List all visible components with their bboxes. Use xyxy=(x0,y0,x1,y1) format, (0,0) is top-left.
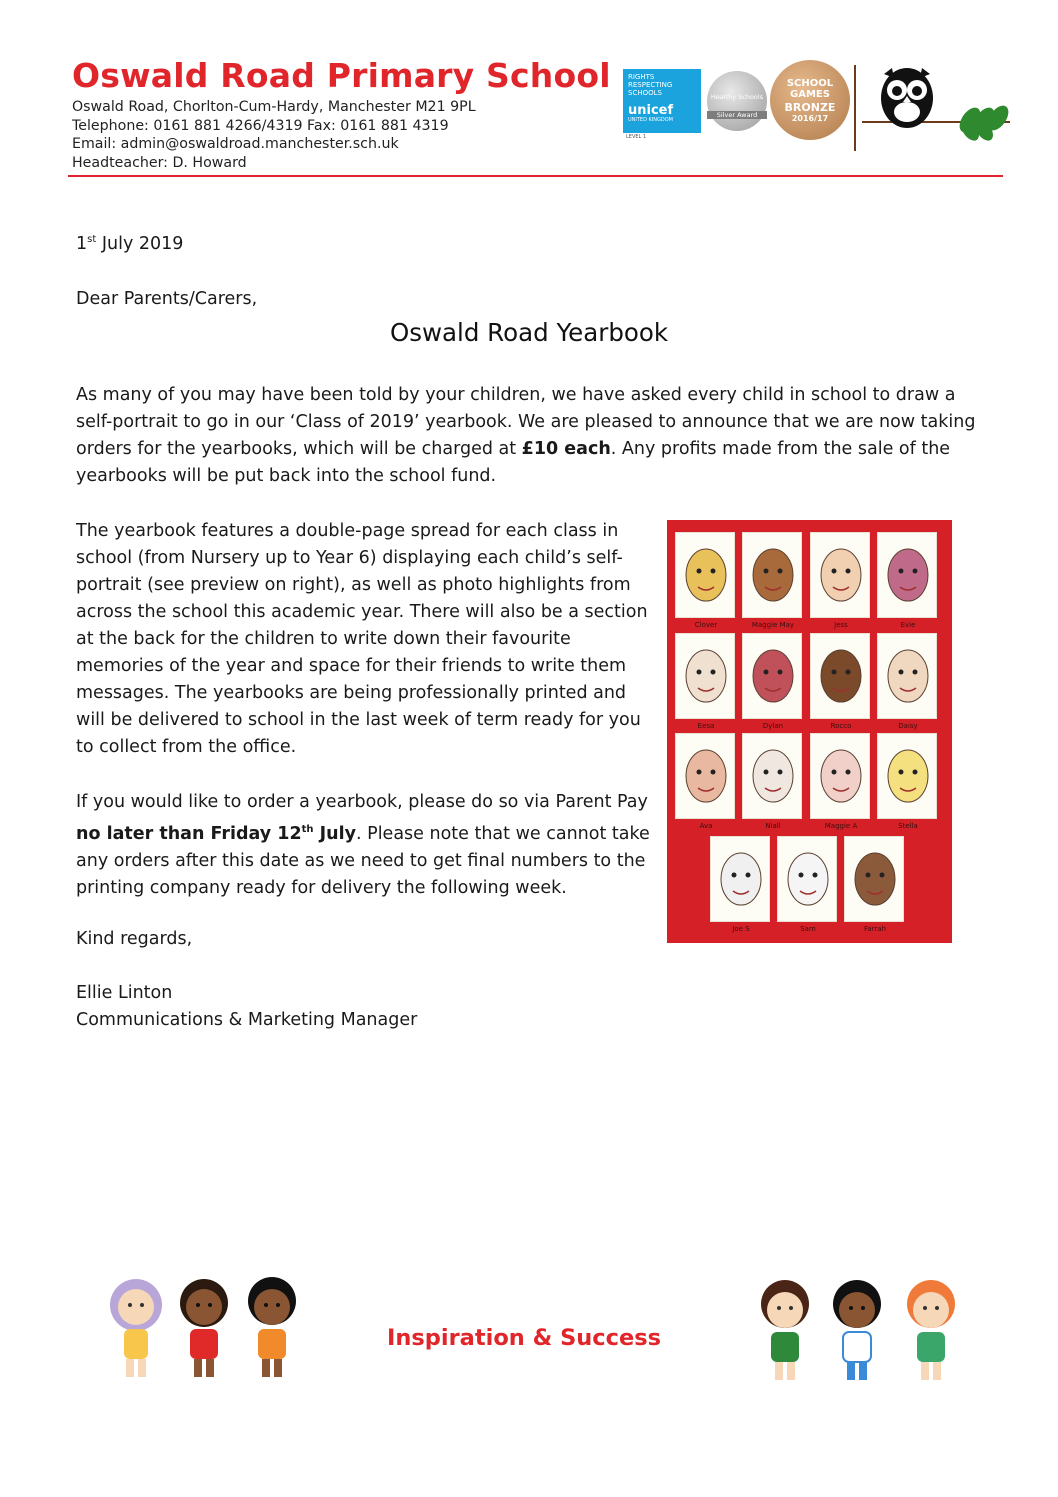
leaf-icon xyxy=(955,102,1010,144)
portrait-drawing xyxy=(679,738,733,816)
portrait-name: Stella xyxy=(898,822,918,830)
portrait-tile xyxy=(877,532,937,629)
portrait-name: Niall xyxy=(765,822,781,830)
portrait-name: Dylan xyxy=(762,722,784,730)
portrait-name: Maggie A xyxy=(824,822,858,830)
portrait-tile xyxy=(810,532,870,629)
portrait-drawing xyxy=(714,841,768,919)
portrait-drawing xyxy=(814,638,868,716)
school-name: Oswald Road Primary School xyxy=(72,56,611,95)
rrs-level-label: LEVEL 1 xyxy=(626,134,647,140)
portrait-drawing xyxy=(679,638,733,716)
portrait-tile xyxy=(742,633,802,730)
portrait-drawing xyxy=(746,537,800,615)
portrait-tile xyxy=(742,532,802,629)
portrait-drawing xyxy=(848,841,902,919)
portrait-tile xyxy=(675,532,735,629)
portrait-name: Ava xyxy=(699,822,713,830)
portrait-name: Maggie May xyxy=(751,621,795,629)
signature-block xyxy=(76,980,417,1034)
school-games-badge: SCHOOL GAMES BRONZE 2016/17 xyxy=(770,60,850,140)
letter-date: 1st July 2019 xyxy=(76,234,184,254)
portrait-drawing xyxy=(746,638,800,716)
closing: Kind regards, xyxy=(76,929,193,949)
yearbook-preview-image xyxy=(667,520,952,943)
portrait-tile xyxy=(844,836,904,933)
owl-logo xyxy=(862,64,1010,154)
portrait-name: Rocco xyxy=(830,722,852,730)
portrait-tile xyxy=(675,733,735,830)
headteacher: Headteacher: D. Howard xyxy=(72,154,247,171)
child-figure xyxy=(907,1280,955,1380)
portrait-name: Farrah xyxy=(863,925,887,933)
healthy-schools-badge: Healthy Schools Silver Award xyxy=(707,71,767,131)
school-telephone: Telephone: 0161 881 4266/4319 Fax: 0161 881 4319 xyxy=(72,117,449,134)
portrait-name: Daisy xyxy=(898,722,918,730)
portrait-tile xyxy=(710,836,770,933)
school-address: Oswald Road, Chorlton-Cum-Hardy, Manchester M21 9PL xyxy=(72,99,476,115)
signer-title: Communications & Marketing Manager xyxy=(76,1010,418,1030)
portrait-name: Joe S xyxy=(732,925,750,933)
portrait-drawing xyxy=(814,537,868,615)
school-contact-block xyxy=(72,98,476,172)
header-divider xyxy=(854,65,856,151)
signer-name: Ellie Linton xyxy=(76,983,173,1003)
portrait-tile xyxy=(810,633,870,730)
portrait-tile xyxy=(675,633,735,730)
portrait-drawing xyxy=(881,537,935,615)
school-email: Email: admin@oswaldroad.manchester.sch.uk xyxy=(72,136,399,152)
paragraph-announcement: As many of you may have been told by your children, we have asked every child in school to draw a self-portrait to go in our ‘Class of 2019’ yearbook. We are pleased to announce that we are now taking orders for the yearbooks, which will be charged at £10 each. Any profits made from the sale of the yearbooks will be put back into the school fund. xyxy=(76,385,976,486)
portrait-name: Eesa xyxy=(697,722,715,730)
portrait-tile xyxy=(777,836,837,933)
portrait-drawing xyxy=(679,537,733,615)
portrait-drawing xyxy=(881,738,935,816)
portrait-name: Sam xyxy=(800,925,816,933)
portrait-name: Evie xyxy=(900,621,916,629)
portrait-drawing xyxy=(814,738,868,816)
portrait-tile xyxy=(877,633,937,730)
portrait-drawing xyxy=(781,841,835,919)
salutation: Dear Parents/Carers, xyxy=(76,289,258,309)
portrait-name: Clover xyxy=(694,621,718,629)
header-rule xyxy=(68,175,1003,177)
letter-title: Oswald Road Yearbook xyxy=(389,318,669,347)
school-motto: Inspiration & Success xyxy=(386,1325,662,1351)
portrait-tile xyxy=(877,733,937,830)
portrait-name: Jess xyxy=(834,621,848,629)
paragraph-features: The yearbook features a double-page spread for each class in school (from Nursery up to Year 6) displaying each child’s self-portrait (see preview on right), as well as photo highlights from across the school this academic year. There will also be a section at the back for the children to write down their favourite memories of the year and space for their friends to write them messages. The yearbooks are being professionally printed and will be delivered to school in the last week of term ready for you to collect from the office. xyxy=(76,521,648,757)
children-illustration-right xyxy=(745,1268,970,1390)
portrait-drawing xyxy=(881,638,935,716)
child-figure xyxy=(833,1280,881,1380)
paragraph-ordering: If you would like to order a yearbook, please do so via Parent Pay no later than Friday 12th July. Please note that we cannot take any orders after this date as we need to get final numbers to the printing company ready for delivery the following week. xyxy=(76,792,650,898)
portrait-tile xyxy=(810,733,870,830)
rights-respecting-schools-badge: RIGHTS RESPECTING SCHOOLS unicef UNITED KINGDOM xyxy=(623,69,701,133)
owl-icon xyxy=(881,68,933,128)
portrait-drawing xyxy=(746,738,800,816)
child-figure xyxy=(761,1280,809,1380)
portrait-tile xyxy=(742,733,802,830)
